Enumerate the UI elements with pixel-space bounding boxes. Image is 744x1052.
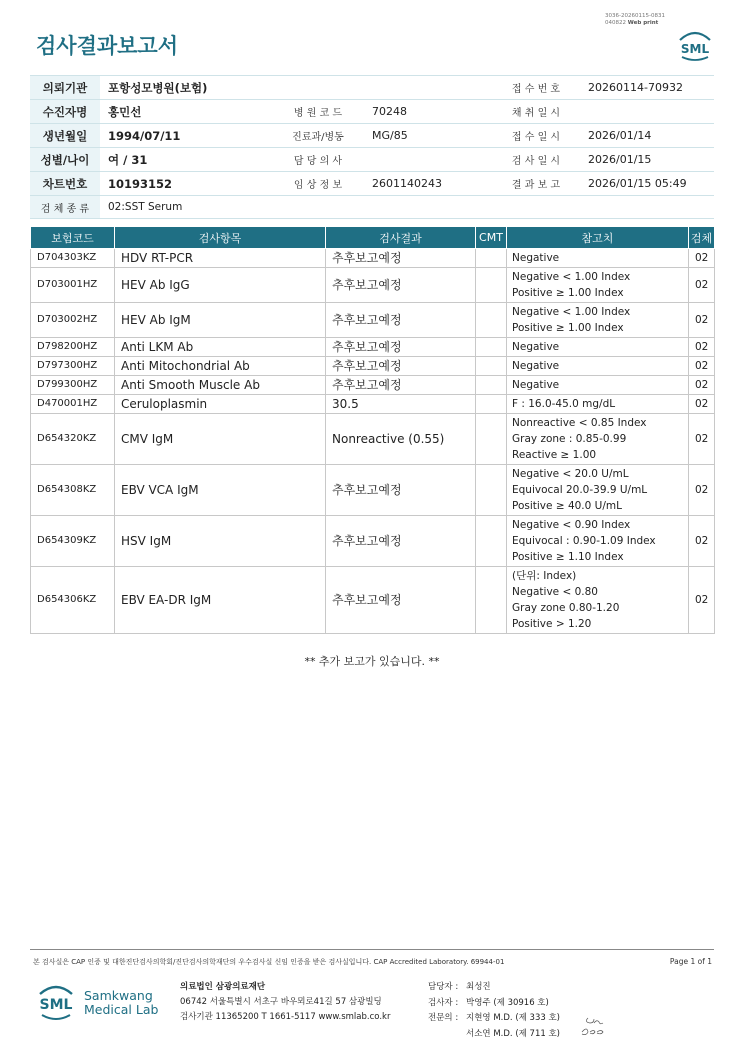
reference-line: Equivocal : 0.90-1.09 Index [512, 535, 656, 547]
dob-label: 생년월일 [30, 124, 100, 148]
svg-text:SML: SML [39, 997, 73, 1013]
sex-age-label: 성별/나이 [30, 148, 100, 172]
staff-info: 담당자 : 최성진 검사자 : 박영주 (제 30916 호) 전문의 : 지현영 M.D. (제 333 호) 서소연 M.D. (제 711 호) [428, 982, 561, 1039]
requesting-org-value: 포항성모병원(보험) [100, 76, 496, 100]
table-row [31, 268, 715, 303]
col-header-cmt: CMT [476, 227, 507, 249]
test-item-cell: HEV Ab IgM [115, 303, 326, 338]
hospital-code-label: 병 원 코 드 [276, 100, 360, 124]
reference-line: Positive ≥ 40.0 U/mL [512, 500, 622, 512]
more-report-note: ** 추가 보고가 있습니다. ** [304, 655, 440, 668]
reference-line: Negative [512, 252, 560, 264]
reference-line: Negative [512, 341, 560, 353]
reference-range-cell [507, 465, 689, 516]
test-result-cell: 추후보고예정 [326, 303, 476, 338]
test-result-cell: 추후보고예정 [326, 357, 476, 376]
reference-line: (단위: Index) [512, 570, 577, 582]
info-row [30, 148, 714, 172]
comment-cell [476, 376, 507, 395]
reference-range-cell [507, 303, 689, 338]
insurance-code-cell: D703002HZ [31, 303, 115, 338]
col-header-specimen: 검체 [689, 227, 715, 249]
reference-line: Positive > 1.20 [512, 618, 592, 630]
comment-cell [476, 414, 507, 465]
requesting-org-label: 의뢰기관 [30, 76, 100, 100]
reference-line: Negative < 1.00 Index [512, 306, 631, 318]
specimen-cell: 02 [689, 357, 715, 376]
specimen-value: 02:SST Serum [100, 196, 714, 219]
patient-info-table [30, 75, 714, 219]
test-item-cell: EBV EA-DR IgM [115, 567, 326, 634]
chart-value: 10193152 [100, 172, 276, 196]
specimen-cell: 02 [689, 303, 715, 338]
insurance-code-cell: D654320KZ [31, 414, 115, 465]
col-header-code: 보험코드 [31, 227, 115, 249]
brand-name: Samkwang Medical Lab [84, 988, 159, 1017]
test-result-cell: 추후보고예정 [326, 516, 476, 567]
test-result-cell: 30.5 [326, 395, 476, 414]
insurance-code-cell: D654309KZ [31, 516, 115, 567]
table-row [31, 414, 715, 465]
reference-range-cell [507, 395, 689, 414]
reference-range-cell [507, 249, 689, 268]
specimen-cell: 02 [689, 465, 715, 516]
info-row [30, 124, 714, 148]
insurance-code-cell: D654308KZ [31, 465, 115, 516]
reference-range-cell [507, 516, 689, 567]
reference-line: F : 16.0-45.0 mg/dL [512, 398, 616, 410]
dept-value: MG/85 [360, 124, 496, 148]
specimen-cell: 02 [689, 338, 715, 357]
test-result-cell: Nonreactive (0.55) [326, 414, 476, 465]
reference-line: Gray zone 0.80-1.20 [512, 602, 620, 614]
col-header-reference: 참고치 [507, 227, 689, 249]
comment-cell [476, 465, 507, 516]
comment-cell [476, 338, 507, 357]
reference-range-cell [507, 357, 689, 376]
reference-range-cell [507, 268, 689, 303]
table-row [31, 249, 715, 268]
test-date-value: 2026/01/15 [576, 148, 714, 172]
test-item-cell: CMV IgM [115, 414, 326, 465]
clinical-value: 2601140243 [360, 172, 496, 196]
insurance-code-cell: D654306KZ [31, 567, 115, 634]
test-item-cell: HSV IgM [115, 516, 326, 567]
specimen-cell: 02 [689, 249, 715, 268]
test-item-cell: Anti LKM Ab [115, 338, 326, 357]
test-item-cell: Anti Smooth Muscle Ab [115, 376, 326, 395]
chart-label: 차트번호 [30, 172, 100, 196]
page-number: Page 1 of 1 [669, 957, 712, 966]
table-row [31, 516, 715, 567]
reference-line: Gray zone : 0.85-0.99 [512, 433, 627, 445]
sml-logo-icon [676, 28, 714, 62]
reference-range-cell [507, 338, 689, 357]
specimen-cell: 02 [689, 567, 715, 634]
insurance-code-cell: D797300HZ [31, 357, 115, 376]
collect-date-value [576, 100, 714, 124]
results-table [30, 226, 715, 634]
reference-line: Equivocal 20.0-39.9 U/mL [512, 484, 648, 496]
info-row [30, 196, 714, 219]
svg-text:SML: SML [680, 42, 710, 56]
reference-line: Positive ≥ 1.00 Index [512, 322, 624, 334]
reference-line: Negative < 0.90 Index [512, 519, 631, 531]
insurance-code-cell: D470001HZ [31, 395, 115, 414]
reference-range-cell [507, 567, 689, 634]
patient-value: 홍민선 [100, 100, 276, 124]
reference-line: Negative < 1.00 Index [512, 271, 631, 283]
reference-line: Negative < 20.0 U/mL [512, 468, 629, 480]
specimen-label: 검 체 종 류 [30, 196, 100, 219]
comment-cell [476, 516, 507, 567]
clinical-label: 임 상 정 보 [276, 172, 360, 196]
table-row [31, 357, 715, 376]
test-result-cell: 추후보고예정 [326, 338, 476, 357]
organization-info: 의료법인 삼광의료재단 06742 서울특별시 서초구 바우뫼로41길 57 삼광빌딩 검사기관 11365200 T 1661-5117 www.smlab.co.kr [180, 982, 391, 1022]
test-result-cell: 추후보고예정 [326, 567, 476, 634]
results-header-row [31, 227, 715, 249]
table-row [31, 465, 715, 516]
specimen-cell: 02 [689, 376, 715, 395]
info-row [30, 172, 714, 196]
test-result-cell: 추후보고예정 [326, 249, 476, 268]
test-result-cell: 추후보고예정 [326, 268, 476, 303]
receipt-no-label: 접 수 번 호 [496, 76, 576, 100]
table-row [31, 303, 715, 338]
sml-footer-logo-icon [36, 980, 76, 1026]
accreditation-note: 본 검사실은 CAP 인증 및 대한진단검사의학회/진단검사의학재단의 우수검사실 신임 인증을 받은 검사실입니다. CAP Accredited Laboratory. 69944-01 [33, 958, 505, 966]
test-result-cell: 추후보고예정 [326, 465, 476, 516]
reference-range-cell [507, 376, 689, 395]
reference-line: Negative < 0.80 [512, 586, 598, 598]
report-date-label: 결 과 보 고 [496, 172, 576, 196]
reference-line: Nonreactive < 0.85 Index [512, 417, 647, 429]
specimen-cell: 02 [689, 395, 715, 414]
reference-line: Positive ≥ 1.10 Index [512, 551, 624, 563]
hospital-code-value: 70248 [360, 100, 496, 124]
test-item-cell: HEV Ab IgG [115, 268, 326, 303]
comment-cell [476, 303, 507, 338]
info-row [30, 100, 714, 124]
insurance-code-cell: D799300HZ [31, 376, 115, 395]
comment-cell [476, 357, 507, 376]
table-row [31, 376, 715, 395]
specimen-cell: 02 [689, 268, 715, 303]
document-id: 3036-20260115-0831 040822 Web print [605, 13, 665, 26]
table-row [31, 338, 715, 357]
test-item-cell: Ceruloplasmin [115, 395, 326, 414]
insurance-code-cell: D798200HZ [31, 338, 115, 357]
collect-date-label: 채 취 일 시 [496, 100, 576, 124]
table-row [31, 395, 715, 414]
sex-age-value: 여 / 31 [100, 148, 276, 172]
info-row [30, 76, 714, 100]
comment-cell [476, 395, 507, 414]
reference-line: Negative [512, 360, 560, 372]
reference-range-cell [507, 414, 689, 465]
doctor-value [360, 148, 496, 172]
specimen-cell: 02 [689, 414, 715, 465]
test-date-label: 검 사 일 시 [496, 148, 576, 172]
insurance-code-cell: D704303KZ [31, 249, 115, 268]
reference-line: Reactive ≥ 1.00 [512, 449, 597, 461]
receipt-date-label: 접 수 일 시 [496, 124, 576, 148]
comment-cell [476, 567, 507, 634]
test-item-cell: Anti Mitochondrial Ab [115, 357, 326, 376]
dept-label: 진료과/병동 [276, 124, 360, 148]
reference-line: Negative [512, 379, 560, 391]
footer-divider [30, 949, 714, 950]
table-row [31, 567, 715, 634]
receipt-date-value: 2026/01/14 [576, 124, 714, 148]
col-header-item: 검사항목 [115, 227, 326, 249]
signature-image [580, 1008, 610, 1038]
report-date-value: 2026/01/15 05:49 [576, 172, 714, 196]
test-item-cell: EBV VCA IgM [115, 465, 326, 516]
test-result-cell: 추후보고예정 [326, 376, 476, 395]
comment-cell [476, 249, 507, 268]
specimen-cell: 02 [689, 516, 715, 567]
report-title: 검사결과보고서 [36, 34, 179, 58]
reference-line: Positive ≥ 1.00 Index [512, 287, 624, 299]
insurance-code-cell: D703001HZ [31, 268, 115, 303]
patient-label: 수진자명 [30, 100, 100, 124]
col-header-result: 검사결과 [326, 227, 476, 249]
receipt-no-value: 20260114-70932 [576, 76, 714, 100]
doctor-label: 담 당 의 사 [276, 148, 360, 172]
comment-cell [476, 268, 507, 303]
dob-value: 1994/07/11 [100, 124, 276, 148]
test-item-cell: HDV RT-PCR [115, 249, 326, 268]
